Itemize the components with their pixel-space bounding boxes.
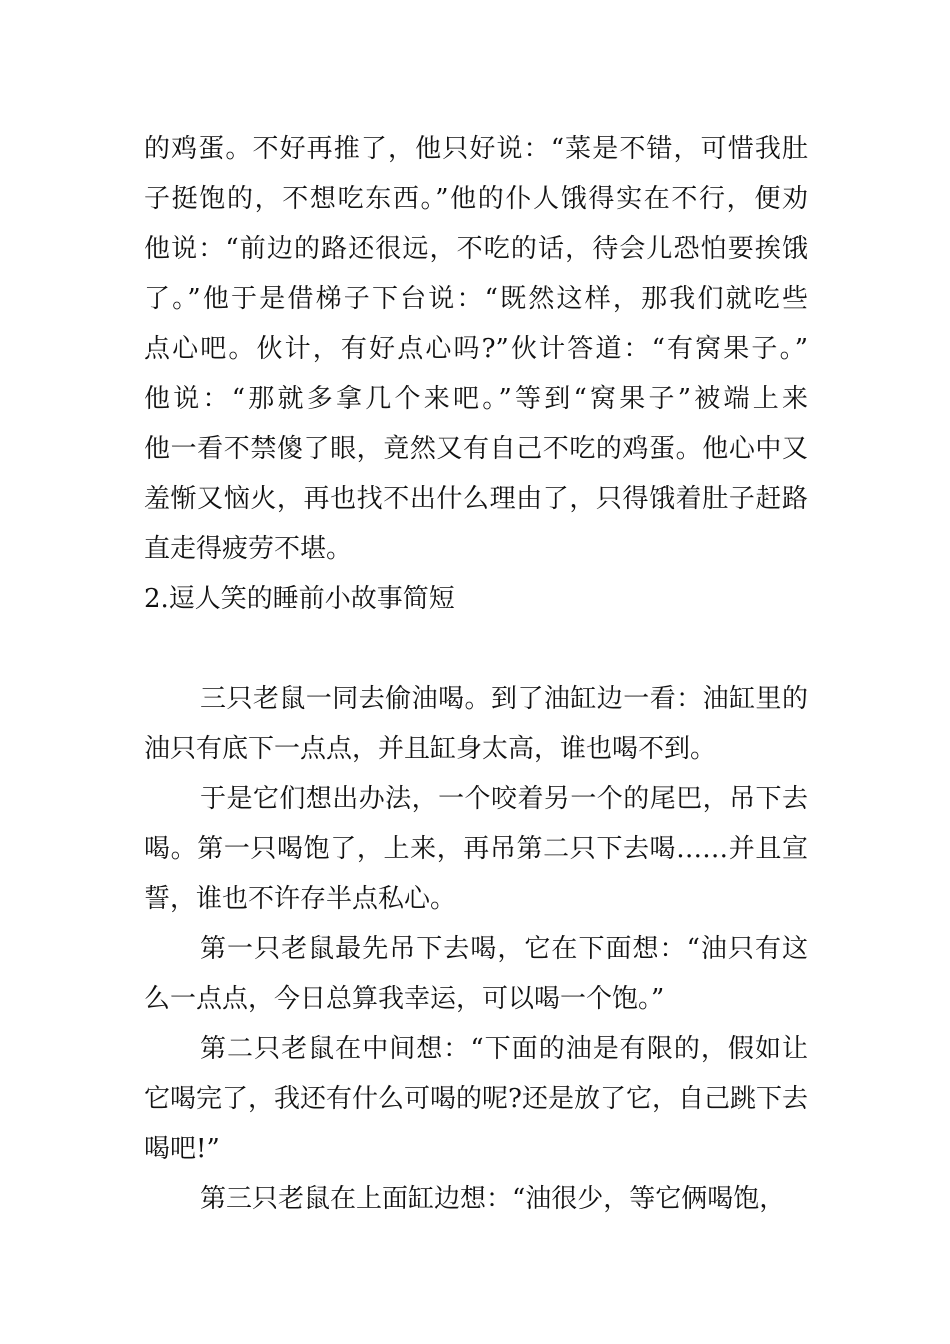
text-line: 了。”他于是借梯子下台说：“既然这样，那我们就吃些 bbox=[144, 284, 808, 314]
text-line: 他说：“那就多拿几个来吧。”等到“窝果子”被端上来 bbox=[144, 384, 808, 414]
text-line: 子挺饱的，不想吃东西。”他的仆人饿得实在不行，便劝 bbox=[144, 184, 808, 214]
text-line: 喝吧!” bbox=[144, 1134, 220, 1164]
text-line: 于是它们想出办法，一个咬着另一个的尾巴，吊下去 bbox=[200, 784, 808, 814]
text-line: 的鸡蛋。不好再推了，他只好说：“菜是不错，可惜我肚 bbox=[144, 134, 808, 164]
text-line: 他说：“前边的路还很远，不吃的话，待会儿恐怕要挨饿 bbox=[144, 234, 808, 264]
blank-line bbox=[144, 624, 808, 674]
text-line: 第二只老鼠在中间想：“下面的油是有限的，假如让 bbox=[200, 1034, 808, 1064]
document-body bbox=[144, 124, 808, 1224]
text-line: 第三只老鼠在上面缸边想：“油很少，等它俩喝饱， bbox=[200, 1184, 786, 1214]
paragraph bbox=[144, 1174, 808, 1224]
text-line: 三只老鼠一同去偷油喝。到了油缸边一看：油缸里的 bbox=[200, 684, 808, 714]
paragraph bbox=[144, 1024, 808, 1174]
text-line: 羞惭又恼火，再也找不出什么理由了，只得饿着肚子赶路 bbox=[144, 484, 808, 514]
text-line: 喝。第一只喝饱了，上来，再吊第二只下去喝……并且宣 bbox=[144, 834, 808, 864]
text-line: 油只有底下一点点，并且缸身太高，谁也喝不到。 bbox=[144, 734, 717, 764]
section-heading: 2.逗人笑的睡前小故事简短 bbox=[144, 584, 455, 614]
text-line: 直走得疲劳不堪。 bbox=[144, 534, 353, 564]
text-line: 点心吧。伙计，有好点心吗?”伙计答道：“有窝果子。” bbox=[144, 334, 808, 364]
text-line: 誓，谁也不许存半点私心。 bbox=[144, 884, 457, 914]
text-line: 他一看不禁傻了眼，竟然又有自己不吃的鸡蛋。他心中又 bbox=[144, 434, 808, 464]
paragraph bbox=[144, 924, 808, 1024]
text-line: 第一只老鼠最先吊下去喝，它在下面想：“油只有这 bbox=[200, 934, 808, 964]
text-line: 它喝完了，我还有什么可喝的呢?还是放了它，自己跳下去 bbox=[144, 1084, 808, 1114]
paragraph bbox=[144, 774, 808, 924]
text-line: 么一点点，今日总算我幸运，可以喝一个饱。” bbox=[144, 984, 665, 1014]
paragraph bbox=[144, 124, 808, 574]
paragraph bbox=[144, 674, 808, 774]
